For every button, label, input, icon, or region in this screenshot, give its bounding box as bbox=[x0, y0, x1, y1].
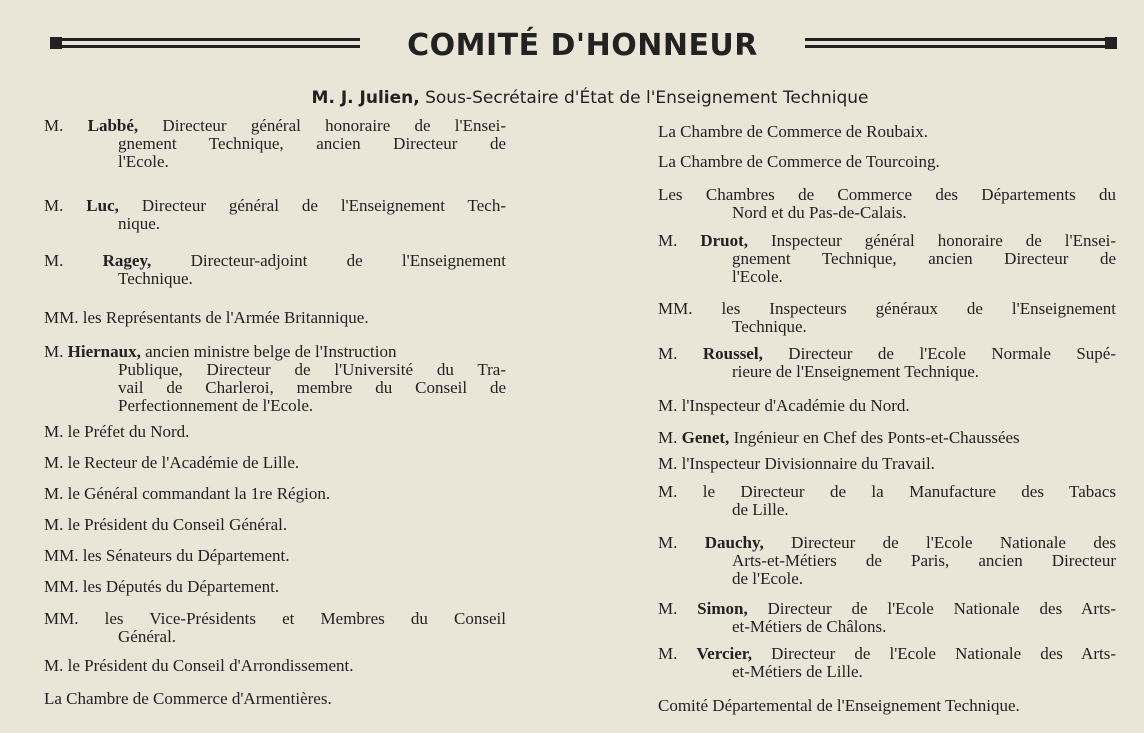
entry-first-line bbox=[658, 153, 1116, 171]
entry-name: Dauchy, bbox=[704, 533, 764, 552]
entry-name: Genet, bbox=[681, 428, 730, 447]
entry-prefix: M. le Président du Conseil Général. bbox=[44, 515, 288, 534]
entry-name: Druot, bbox=[700, 231, 749, 250]
entry-prefix: La Chambre de Commerce d'Armentières. bbox=[44, 689, 332, 708]
entry-first-line bbox=[658, 697, 1116, 715]
entry-continuation-line: Nord et du Pas-de-Calais. bbox=[732, 203, 907, 222]
entry-prefix: Comité Départemental de l'Enseignement Technique. bbox=[658, 696, 1020, 715]
entry-continuation-line: vail de Charleroi, membre du Conseil de bbox=[118, 378, 506, 397]
entry-continuation-line: et-Métiers de Châlons. bbox=[732, 617, 887, 636]
entry-first-line bbox=[658, 345, 1116, 363]
entry-first-line bbox=[658, 186, 1116, 204]
entry-prefix: La Chambre de Commerce de Roubaix. bbox=[658, 122, 929, 141]
rule-square-icon bbox=[1105, 37, 1117, 49]
entry-prefix: M. bbox=[44, 196, 87, 215]
list-item bbox=[658, 645, 1116, 681]
entry-first-line bbox=[44, 610, 506, 628]
entry-continuation-line: l'Ecole. bbox=[118, 152, 169, 171]
list-item bbox=[658, 697, 1116, 715]
entry-continuation-line: gnement Technique, ancien Directeur de bbox=[732, 249, 1116, 268]
entry-first-line bbox=[44, 454, 506, 472]
entry-first-line bbox=[658, 455, 1116, 473]
subtitle-role: Sous-Secrétaire d'État de l'Enseignement Technique bbox=[419, 88, 869, 108]
entry-prefix: M. bbox=[658, 428, 682, 447]
list-item bbox=[44, 657, 506, 675]
entry-first-line bbox=[658, 123, 1116, 141]
entry-first-line bbox=[44, 252, 506, 270]
entry-continuation-line: Général. bbox=[118, 627, 177, 646]
entry-text: ancien ministre belge de l'Instruction bbox=[140, 342, 397, 361]
entry-first-line bbox=[44, 657, 506, 675]
header-rule-left bbox=[50, 36, 370, 50]
entry-text: Directeur de l'Ecole Normale Supé- bbox=[762, 344, 1116, 363]
entry-first-line bbox=[44, 117, 506, 135]
entry-prefix: MM. les Députés du Département. bbox=[44, 577, 280, 596]
entry-continuation-line: de Lille. bbox=[732, 500, 789, 519]
list-item bbox=[44, 454, 506, 472]
list-item bbox=[44, 117, 506, 171]
list-item bbox=[658, 600, 1116, 636]
list-item bbox=[658, 232, 1116, 286]
entry-continuation-line: rieure de l'Enseignement Technique. bbox=[732, 362, 980, 381]
entry-text: Directeur de l'Ecole Nationale des Arts- bbox=[747, 599, 1116, 618]
list-item bbox=[44, 610, 506, 646]
entry-first-line bbox=[658, 397, 1116, 415]
entry-first-line bbox=[658, 645, 1116, 663]
list-item bbox=[44, 578, 506, 596]
list-item bbox=[44, 690, 506, 708]
list-item bbox=[44, 252, 506, 288]
entry-continuation-line: Publique, Directeur de l'Université du Tra- bbox=[118, 360, 506, 379]
list-item bbox=[658, 186, 1116, 222]
entry-prefix: Les Chambres de Commerce des Départements du bbox=[658, 185, 1116, 204]
entry-continuation-line: et-Métiers de Lille. bbox=[732, 662, 863, 681]
list-item bbox=[44, 197, 506, 233]
entry-first-line bbox=[44, 197, 506, 215]
entry-first-line bbox=[44, 516, 506, 534]
entry-continuation-line: Arts-et-Métiers de Paris, ancien Directeur bbox=[732, 551, 1116, 570]
entry-text: Ingénieur en Chef des Ponts-et-Chaussées bbox=[729, 428, 1020, 447]
entry-text: Directeur général de l'Enseignement Tech- bbox=[118, 196, 506, 215]
list-item bbox=[44, 516, 506, 534]
list-item bbox=[44, 423, 506, 441]
entry-first-line bbox=[44, 343, 506, 361]
entry-name: Hiernaux, bbox=[67, 342, 141, 361]
entry-prefix: M. le Président du Conseil d'Arrondissement. bbox=[44, 656, 354, 675]
entry-continuation-line: gnement Technique, ancien Directeur de bbox=[118, 134, 506, 153]
entry-prefix: M. le Recteur de l'Académie de Lille. bbox=[44, 453, 300, 472]
entry-prefix: M. bbox=[44, 116, 88, 135]
entry-prefix: M. bbox=[658, 533, 705, 552]
entry-name: Simon, bbox=[697, 599, 748, 618]
entry-prefix: MM. les Vice-Présidents et Membres du Conseil bbox=[44, 609, 506, 628]
entry-first-line bbox=[44, 547, 506, 565]
entry-continuation-line: Technique. bbox=[732, 317, 807, 336]
entry-first-line bbox=[658, 534, 1116, 552]
entry-continuation-line: Perfectionnement de l'Ecole. bbox=[118, 396, 314, 415]
list-item bbox=[44, 309, 506, 327]
page-title: COMITÉ D'HONNEUR bbox=[407, 28, 758, 63]
rule-square-icon bbox=[50, 37, 62, 49]
entry-text: Directeur général honoraire de l'Ensei- bbox=[138, 116, 506, 135]
entry-text: Directeur-adjoint de l'Enseignement bbox=[151, 251, 506, 270]
entry-first-line bbox=[658, 483, 1116, 501]
entry-prefix: M. le Directeur de la Manufacture des Tabacs bbox=[658, 482, 1116, 501]
list-item bbox=[44, 343, 506, 415]
header-rule-right bbox=[795, 36, 1117, 50]
entry-first-line bbox=[44, 578, 506, 596]
entry-first-line bbox=[44, 690, 506, 708]
list-item bbox=[658, 455, 1116, 473]
list-item bbox=[658, 483, 1116, 519]
entry-first-line bbox=[44, 423, 506, 441]
entry-prefix: M. bbox=[658, 644, 697, 663]
entry-first-line bbox=[658, 429, 1116, 447]
entry-first-line bbox=[658, 300, 1116, 318]
entry-name: Roussel, bbox=[702, 344, 763, 363]
entry-prefix: M. bbox=[44, 251, 103, 270]
entry-continuation-line: nique. bbox=[118, 214, 161, 233]
list-item bbox=[658, 397, 1116, 415]
entry-first-line bbox=[658, 600, 1116, 618]
list-item bbox=[44, 547, 506, 565]
list-item bbox=[658, 153, 1116, 171]
entry-text: Directeur de l'Ecole Nationale des Arts- bbox=[752, 644, 1116, 663]
entry-continuation-line: Technique. bbox=[118, 269, 193, 288]
list-item bbox=[658, 534, 1116, 588]
entry-prefix: M. le Général commandant la 1re Région. bbox=[44, 484, 331, 503]
list-item bbox=[658, 429, 1116, 447]
list-item bbox=[44, 485, 506, 503]
list-item bbox=[658, 345, 1116, 381]
entry-prefix: M. le Préfet du Nord. bbox=[44, 422, 190, 441]
entry-name: Vercier, bbox=[696, 644, 753, 663]
entry-prefix: M. l'Inspecteur Divisionnaire du Travail. bbox=[658, 454, 935, 473]
entry-name: Luc, bbox=[86, 196, 119, 215]
entry-prefix: MM. les Sénateurs du Département. bbox=[44, 546, 290, 565]
entry-name: Ragey, bbox=[102, 251, 152, 270]
entry-continuation-line: de l'Ecole. bbox=[732, 569, 804, 588]
entry-first-line bbox=[44, 485, 506, 503]
entry-prefix: MM. les Inspecteurs généraux de l'Enseignement bbox=[658, 299, 1116, 318]
entry-first-line bbox=[658, 232, 1116, 250]
entry-prefix: M. bbox=[658, 599, 698, 618]
entry-prefix: M. bbox=[658, 231, 701, 250]
entry-prefix: M. l'Inspecteur d'Académie du Nord. bbox=[658, 396, 910, 415]
entry-text: Inspecteur général honoraire de l'Ensei- bbox=[748, 231, 1116, 250]
entry-name: Labbé, bbox=[87, 116, 139, 135]
list-item bbox=[658, 123, 1116, 141]
subtitle-name: M. J. Julien, bbox=[311, 88, 420, 108]
entry-text: Directeur de l'Ecole Nationale des bbox=[763, 533, 1116, 552]
page-subtitle bbox=[240, 88, 940, 108]
entry-prefix: M. bbox=[44, 342, 68, 361]
entry-prefix: M. bbox=[658, 344, 703, 363]
entry-prefix: La Chambre de Commerce de Tourcoing. bbox=[658, 152, 940, 171]
list-item bbox=[658, 300, 1116, 336]
entry-first-line bbox=[44, 309, 506, 327]
entry-prefix: MM. les Représentants de l'Armée Britannique. bbox=[44, 308, 369, 327]
entry-continuation-line: l'Ecole. bbox=[732, 267, 783, 286]
